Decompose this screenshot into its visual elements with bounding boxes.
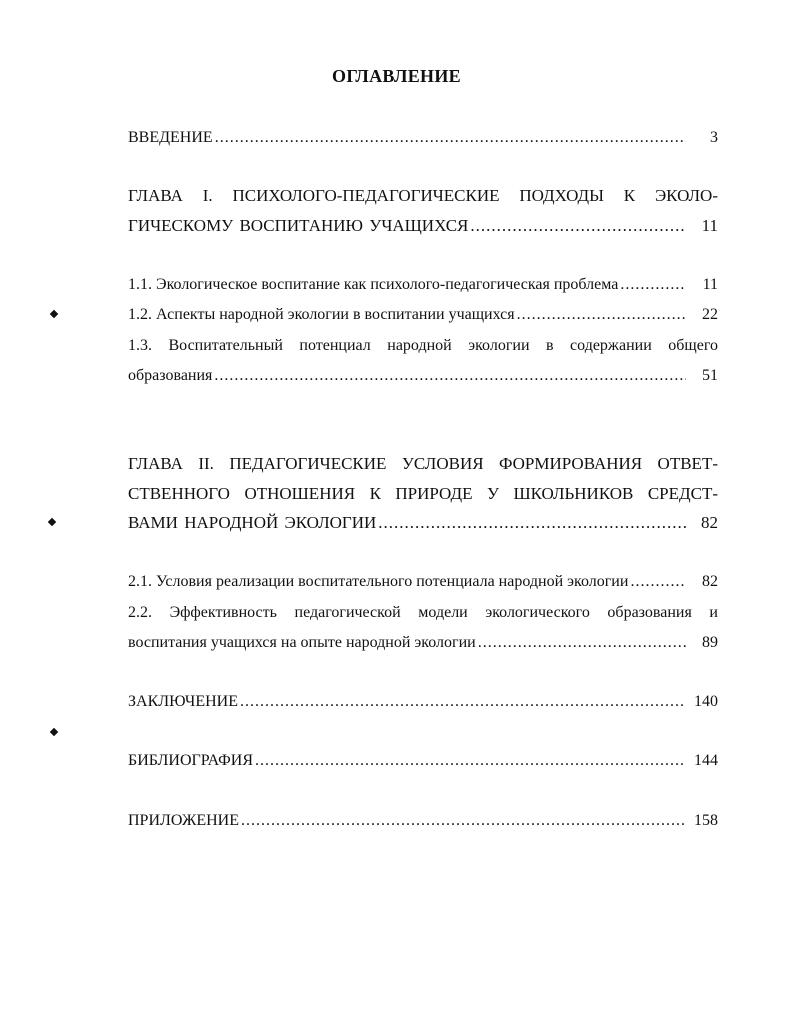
toc-page-number: 158 bbox=[694, 812, 718, 829]
toc-entry-bibliography[interactable] bbox=[128, 751, 718, 771]
page-title: ОГЛАВЛЕНИЕ bbox=[332, 66, 461, 86]
scan-mark-artifact bbox=[50, 310, 58, 318]
toc-label: ВАМИ НАРОДНОЙ ЭКОЛОГИИ bbox=[128, 513, 377, 532]
toc-entry-chapter2[interactable] bbox=[128, 513, 718, 533]
toc-page-number: 51 bbox=[702, 367, 718, 384]
toc-entry-1-1[interactable] bbox=[128, 275, 718, 295]
toc-page-number: 144 bbox=[694, 752, 718, 769]
toc-entry-appendix[interactable] bbox=[128, 811, 718, 831]
toc-page-number: 11 bbox=[701, 216, 718, 235]
toc-entry-2-2[interactable] bbox=[128, 633, 718, 653]
toc-page-number: 11 bbox=[702, 276, 718, 293]
toc-leader bbox=[470, 216, 686, 236]
toc-entry-intro[interactable] bbox=[128, 128, 718, 148]
toc-leader bbox=[378, 513, 686, 533]
scan-mark-artifact bbox=[50, 728, 58, 736]
toc-chapter2-line1: ГЛАВА II. ПЕДАГОГИЧЕСКИЕ УСЛОВИЯ ФОРМИРОВАНИЯ ОТВЕТ- bbox=[128, 454, 718, 473]
toc-entry-1-3[interactable] bbox=[128, 366, 718, 386]
toc-page-number: 82 bbox=[701, 513, 718, 532]
toc-page-number: 89 bbox=[702, 634, 718, 651]
toc-leader bbox=[240, 692, 686, 712]
toc-chapter2-line2: СТВЕННОГО ОТНОШЕНИЯ К ПРИРОДЕ У ШКОЛЬНИКОВ СРЕДСТ- bbox=[128, 484, 718, 503]
toc-leader bbox=[241, 811, 686, 831]
toc-entry-1-2[interactable] bbox=[128, 305, 718, 325]
toc-label: 1.2. Аспекты народной экологии в воспитании учащихся bbox=[128, 306, 515, 323]
toc-leader bbox=[255, 751, 686, 771]
toc-leader bbox=[478, 633, 686, 653]
toc-page-number: 22 bbox=[702, 306, 718, 323]
toc-label: воспитания учащихся на опыте народной экологии bbox=[128, 634, 476, 651]
toc-label: ЗАКЛЮЧЕНИЕ bbox=[128, 693, 238, 710]
scan-mark-artifact bbox=[48, 518, 56, 526]
toc-page-number: 140 bbox=[694, 693, 718, 710]
toc-entry-conclusion[interactable] bbox=[128, 692, 718, 712]
toc-leader bbox=[215, 128, 686, 148]
toc-page-number: 3 bbox=[710, 129, 718, 146]
toc-leader bbox=[214, 366, 686, 386]
toc-label: 1.1. Экологическое воспитание как психолого-педагогическая проблема bbox=[128, 276, 619, 293]
toc-label: образования bbox=[128, 367, 213, 384]
toc-leader bbox=[620, 275, 686, 295]
toc-label: 2.1. Условия реализации воспитательного потенциала народной экологии bbox=[128, 573, 629, 590]
toc-entry-chapter1[interactable] bbox=[128, 216, 718, 236]
toc-leader bbox=[517, 305, 686, 325]
toc-label: БИБЛИОГРАФИЯ bbox=[128, 752, 254, 769]
toc-chapter1-line1: ГЛАВА I. ПСИХОЛОГО-ПЕДАГОГИЧЕСКИЕ ПОДХОДЫ К ЭКОЛО- bbox=[128, 186, 718, 205]
toc-label: ПРИЛОЖЕНИЕ bbox=[128, 812, 240, 829]
toc-label: ГИЧЕСКОМУ ВОСПИТАНИЮ УЧАЩИХСЯ bbox=[128, 216, 469, 235]
toc-page-number: 82 bbox=[702, 573, 718, 590]
toc-2-2-line1: 2.2. Эффективность педагогической модели экологического образования и bbox=[128, 604, 718, 621]
toc-1-3-line1: 1.3. Воспитательный потенциал народной экологии в содержании общего bbox=[128, 337, 718, 354]
toc-entry-2-1[interactable] bbox=[128, 572, 718, 592]
toc-label: ВВЕДЕНИЕ bbox=[128, 129, 213, 146]
toc-leader bbox=[630, 572, 686, 592]
